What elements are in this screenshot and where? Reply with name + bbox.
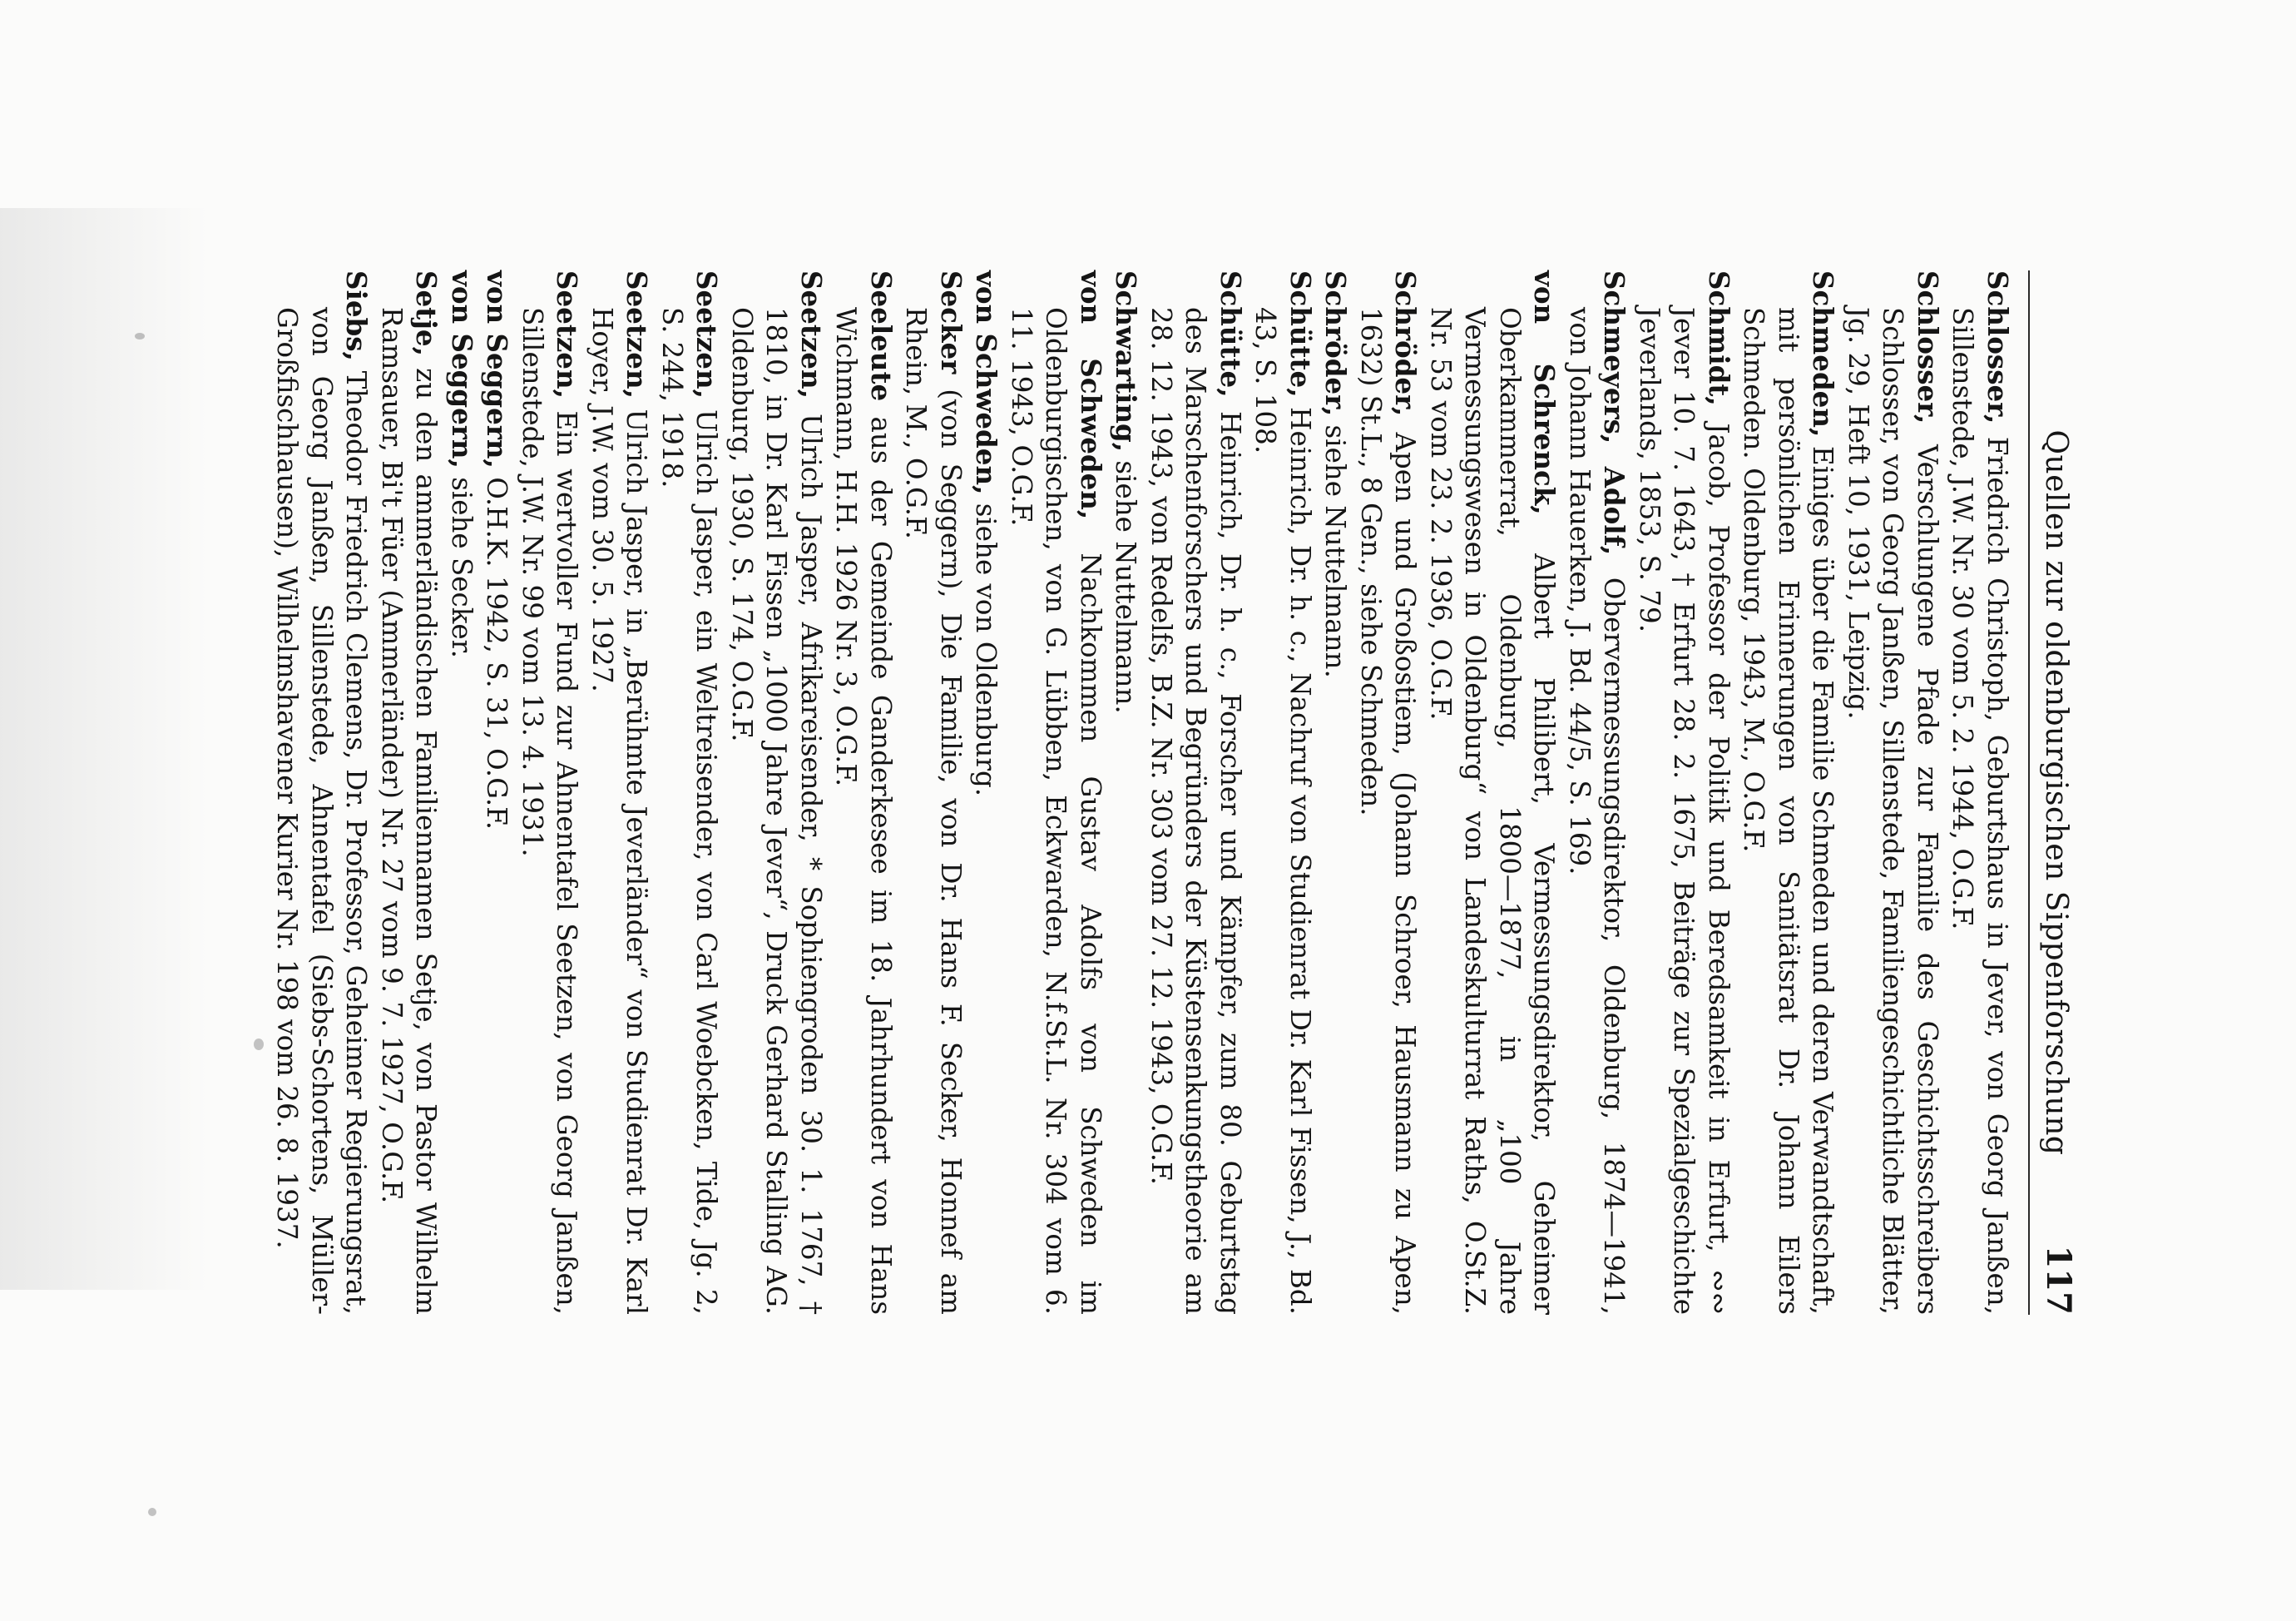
entry-head: Secker (935, 270, 967, 374)
entry-head: Seetzen, (621, 270, 654, 399)
entry-text: Ulrich Jasper, in „Berühmte Jeverländer“ von Studienrat Dr. Karl Hoyer, J.W. vom 30. 5. 1927. (586, 307, 653, 1315)
entry-head: Schwarting, (1110, 270, 1143, 453)
bibliography-entry (1736, 270, 1841, 1315)
entry-text: siehe Secker. (446, 468, 478, 658)
bibliography-entry (515, 270, 585, 1315)
bibliography-entry (725, 270, 829, 1315)
entry-head: Schmidt, (1703, 270, 1735, 406)
bibliography-entry (1632, 270, 1737, 1315)
entry-head: Schlosser, (1912, 270, 1944, 424)
bibliography-entry (829, 270, 898, 1315)
entry-head: von Schrenck, (1528, 270, 1561, 515)
bibliography-entry (1353, 270, 1423, 1315)
entry-head: Schröder, (1319, 270, 1353, 417)
entry-head: Siebs, (340, 270, 374, 361)
bibliography-entry (1562, 270, 1632, 1315)
scan-speck (254, 1039, 264, 1050)
bibliography-entry (1841, 270, 1946, 1315)
running-header (2028, 270, 2080, 1315)
entry-head: von Schweden, (1075, 270, 1107, 520)
bibliography-entry (585, 270, 655, 1315)
entry-head: Schmeyers, Adolf, (1598, 270, 1631, 556)
entry-text: Verschlungene Pfade zur Familie des Geschichtsschreibers Schlosser, von Georg Janßen, Sillenstede, Familiengeschichtliche Blätter, Jg. 29, Heft 10, 1931, Leipzig. (1843, 307, 1943, 1315)
entry-text: Ein wertvoller Fund zur Ahnentafel Seetzen, von Georg Janßen, Sillenstede, J.W. Nr. 99 vom 13. 4. 1931. (517, 307, 583, 1315)
entry-text: Albert Philibert, Vermessungsdirektor, Geheimer Oberkammerrat, Oldenburg, 1800—1877, in „100 Jahre Vermessungswesen in Oldenburg“ von Landeskulturrat Raths, O.St.Z. Nr. 53 vom 23. 2. 1936, O.G.F. (1425, 307, 1561, 1315)
entry-head: Seetzen, (690, 270, 724, 399)
entry-text: Ulrich Jasper, Afrikareisender, * Sophiengroden 30. 1. 1767, † 1810, in Dr. Karl Fissen „1000 Jahre Jever“, Druck Gerhard Stalling AG. Oldenburg, 1930, S. 174, O.G.F. (726, 307, 827, 1315)
entry-text: O.H.K. 1942, S. 31, O.G.F. (481, 468, 513, 830)
entry-head: Seeleute (865, 270, 898, 402)
bibliography-entry (1318, 270, 1353, 1315)
entry-head: von Schweden, (970, 270, 1003, 495)
entry-head: Seetzen, (551, 270, 584, 399)
bibliography-list (270, 270, 2015, 1315)
scan-speck (135, 333, 145, 340)
entry-head: von Seggern, (481, 270, 514, 468)
bibliography-entry (374, 270, 444, 1315)
scan-speck (148, 1508, 156, 1516)
entry-text: zu den ammerländischen Familiennamen Setje, von Pastor Wilhelm Ramsauer, Bi't Füer (Ammerländer) Nr. 27 vom 9. 7. 1927, O.G.F. (376, 307, 443, 1315)
entry-text: aus der Gemeinde Ganderkesee im 18. Jahrhundert von Hans Wichmann, H.H. 1926 Nr. 3, O.G.F. (830, 307, 897, 1315)
bibliography-entry (444, 270, 480, 1315)
entry-text: Theodor Friedrich Clemens, Dr. Professor, Geheimer Regierungsrat, von Georg Janßen, Sillenstede, Ahnentafel (Siebs-Schortens, Müller-Großfischhausen), Wilhelmshavener Kurier Nr. 198 vom 26. 8. 1937. (271, 307, 373, 1315)
entry-head: Schütte, (1284, 270, 1317, 398)
bibliography-entry (1004, 270, 1109, 1315)
entry-text: Obervermessungsdirektor, Oldenburg, 1874—1941, von Johann Hauerken, J. Bd. 44/5, S. 169. (1564, 307, 1630, 1315)
entry-text: siehe Nuttelmann. (1319, 416, 1352, 678)
entry-text: Friedrich Christoph, Geburtshaus in Jever, von Georg Janßen, Sillenstede, J.W. Nr. 30 vom 5. 2. 1944, O.G.F. (1947, 307, 2013, 1315)
entry-head: Seetzen, (795, 270, 828, 399)
entry-text: (von Seggern), Die Familie, von Dr. Hans F. Secker, Honnef am Rhein, M., O.G.F. (900, 307, 967, 1315)
entry-head: Schröder, (1389, 270, 1423, 417)
scan-edge-shadow (0, 208, 208, 1290)
entry-text: Nachkommen Gustav Adolfs von Schweden im Oldenburgischen, von G. Lübben, Eckwarden, N.f.St.L. Nr. 304 vom 6. 11. 1943, O.G.F. (1006, 307, 1106, 1315)
entry-text: Heinrich, Dr. h. c., Nachruf von Studienrat Dr. Karl Fissen, J., Bd. 43, S. 108. (1249, 307, 1316, 1315)
entry-text: Jacob, Professor der Politik und Beredsamkeit in Erfurt, ∾∾ Jever 10. 7. 1643, † Erfurt 28. 2. 1675, Beiträge zur Spezialgeschichte Jeverlands, 1853, S. 79. (1634, 307, 1734, 1315)
bibliography-entry (1144, 270, 1249, 1315)
bibliography-entry (1423, 270, 1562, 1315)
running-head-title: Quellen zur oldenburgischen Sippenforschung (2039, 429, 2073, 1156)
bibliography-entry (479, 270, 515, 1315)
entry-text: siehe von Oldenburg. (970, 494, 1002, 797)
entry-head: Setje, (410, 270, 443, 356)
entry-head: Schmeden, (1807, 270, 1840, 438)
page-number: 117 (2039, 1245, 2078, 1315)
entry-text: siehe Nuttelmann. (1110, 452, 1142, 714)
entry-text: Einiges über die Familie Schmeden und deren Verwandtschaft, mit persönlichen Erinnerungen von Sanitätsrat Dr. Johann Eilers Schmeden. Oldenburg, 1943, M., O.G.F. (1738, 307, 1839, 1315)
entry-head: Schütte, (1215, 270, 1247, 398)
bibliography-entry (655, 270, 725, 1315)
entry-text: Apen und Großostiem, (Johann Schroer, Hausmann zu Apen, 1632) St.L., 8 Gen., siehe Schmeden. (1355, 307, 1422, 1315)
rotated-page-content (271, 270, 2080, 1315)
entry-text: Heinrich, Dr. h. c., Forscher und Kämpfer, zum 80. Geburtstag des Marschenforschers und Begründers der Küstensenkungstheorie am 28. 12. 1943, von Redelfs, B.Z. Nr. 303 vom 27. 12. 1943, O.G.F. (1146, 307, 1246, 1315)
bibliography-entry (1248, 270, 1318, 1315)
entry-head: Schlosser, (1982, 270, 2014, 424)
bibliography-entry (1945, 270, 2015, 1315)
bibliography-entry (968, 270, 1004, 1315)
entry-text: Ulrich Jasper, ein Weltreisender, von Carl Woebcken, Tide, Jg. 2, S. 244, 1918. (656, 307, 723, 1315)
bibliography-entry (898, 270, 968, 1315)
entry-head: von Seggern, (446, 270, 478, 468)
bibliography-entry (270, 270, 374, 1315)
bibliography-entry (1108, 270, 1144, 1315)
